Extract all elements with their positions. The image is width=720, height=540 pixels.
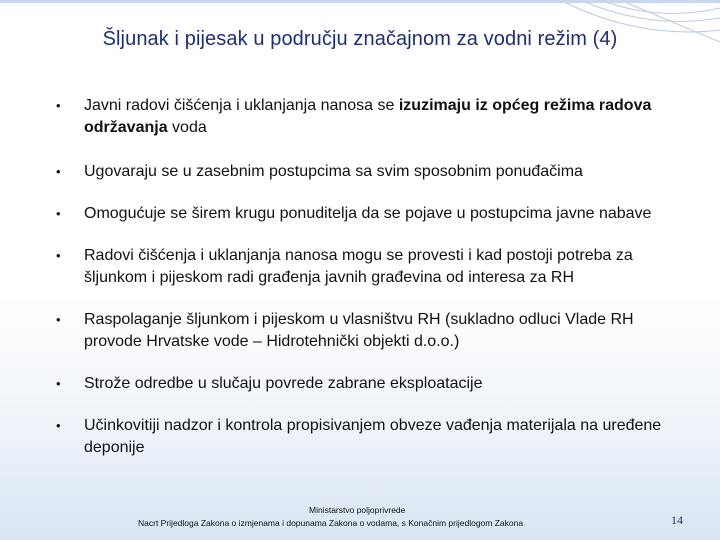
bullet-dot: • (56, 98, 61, 113)
bullet-item (56, 161, 676, 183)
bullet-list (56, 95, 676, 459)
bullet-dot: • (56, 164, 61, 179)
bullet-text: Strože odredbe u slučaju povrede zabrane eksploatacije (84, 375, 483, 392)
bullet-item (56, 373, 676, 395)
bullet-dot: • (56, 206, 61, 221)
bullet-item (56, 95, 676, 139)
bullet-item (56, 203, 676, 225)
slide-title: Šljunak i pijesak u području značajnom za vodni režim (4) (102, 28, 618, 50)
bullet-dot: • (56, 312, 61, 327)
bullet-text-bold: izuzimaju iz općeg režima radova održavanja (84, 97, 652, 136)
bullet-text: Omogućuje se širem krugu ponuditelja da se pojave u postupcima javne nabave (84, 205, 652, 222)
bullet-item (56, 245, 676, 289)
bullet-text-part: Javni radovi čišćenja i uklanjanja nanosa se (84, 97, 399, 114)
bullet-dot: • (56, 418, 61, 433)
bullet-item (56, 415, 676, 459)
footer-text: Nacrt Prijedloga Zakona o izmjenama i dopunama Zakona o vodama, s Konačnim prijedlogom Zakona (138, 518, 524, 528)
bullet-text: Radovi čišćenja i uklanjanja nanosa mogu se provesti i kad postoji potreba za šljunkom i pijeskom radi građenja javnih građevina od interesa za RH (84, 247, 633, 286)
bullet-dot: • (56, 376, 61, 391)
ministry-label: Ministarstvo poljoprivrede (309, 505, 406, 515)
bullet-text: Ugovaraju se u zasebnim postupcima sa svim sposobnim ponuđačima (84, 163, 583, 180)
page-number: 14 (671, 513, 683, 527)
bullet-dot: • (56, 248, 61, 263)
bullet-text: Učinkovitiji nadzor i kontrola propisivanjem obveze vađenja materijala na uređene deponije (84, 417, 662, 456)
bullet-text: Raspolaganje šljunkom i pijeskom u vlasništvu RH (sukladno odluci Vlade RH provode Hrvatske vode – Hidrotehnički objekti d.o.o.) (84, 311, 634, 350)
bullet-item (56, 309, 676, 353)
bullet-text-part: voda (167, 119, 207, 136)
